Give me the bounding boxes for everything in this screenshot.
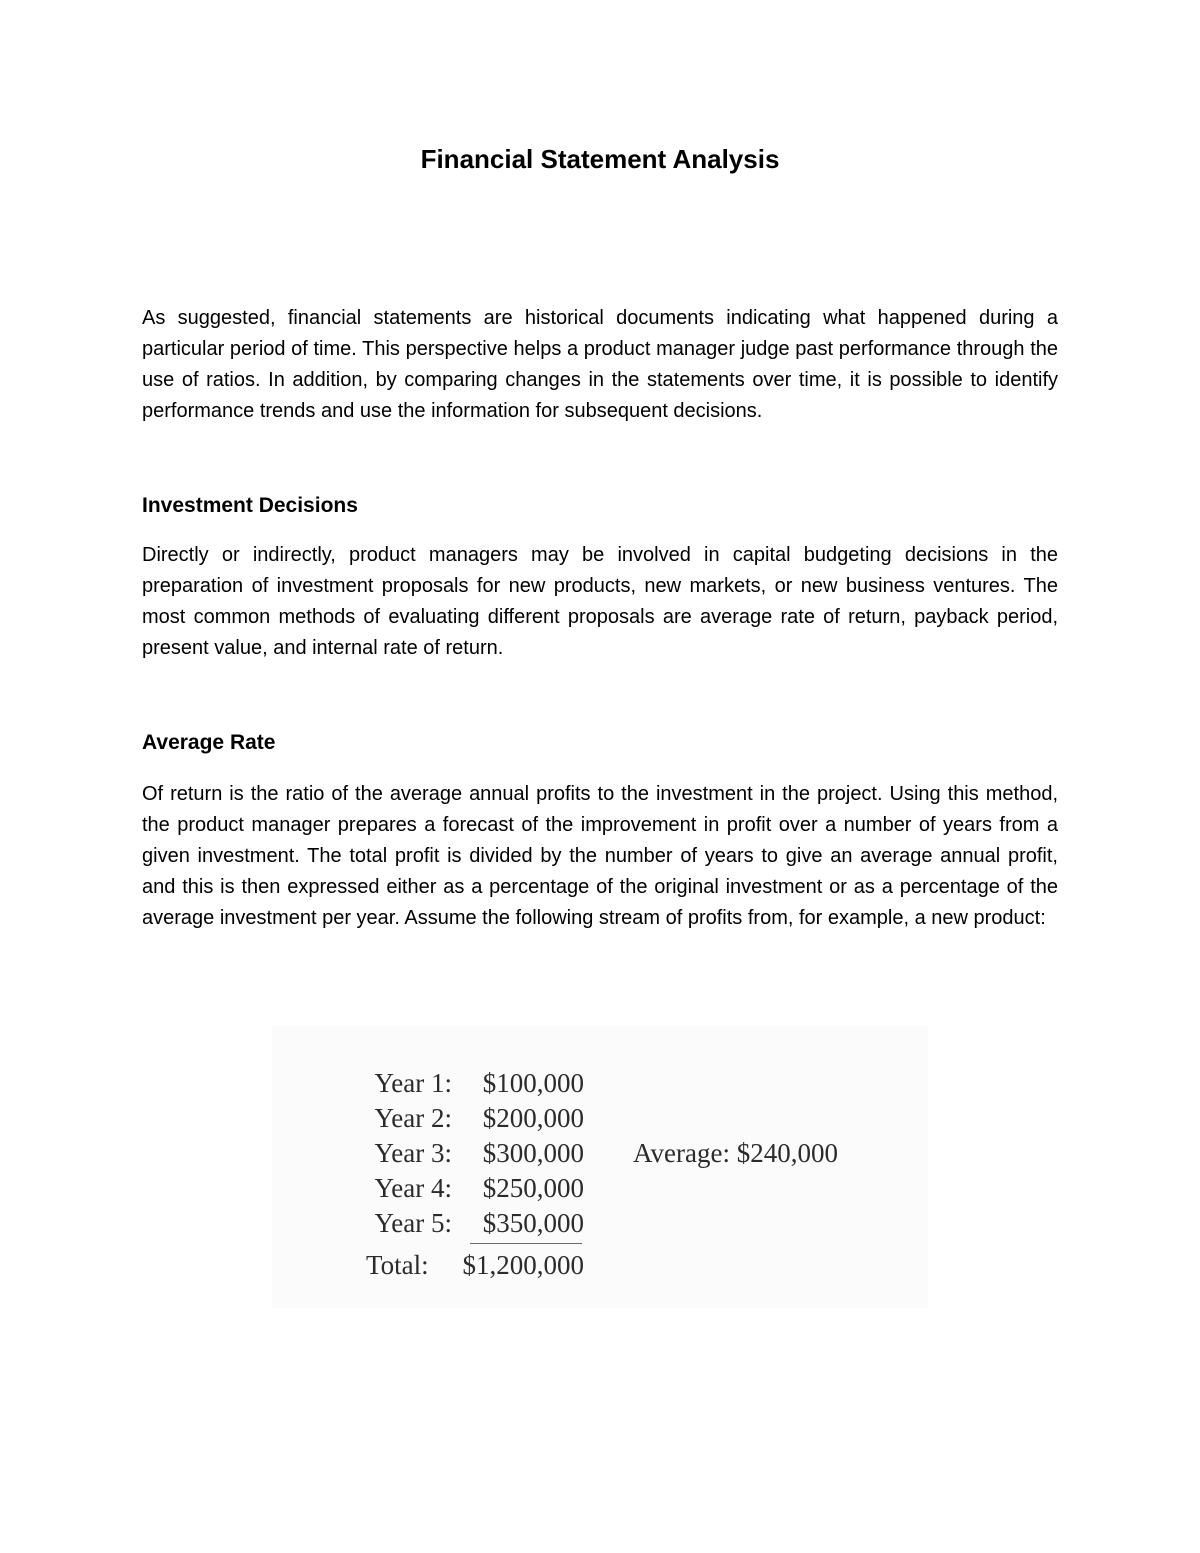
sum-underline bbox=[470, 1243, 582, 1244]
document-title: Financial Statement Analysis bbox=[420, 144, 780, 174]
section-heading-investment-decisions: Investment Decisions bbox=[142, 494, 358, 517]
profit-row-year-1 bbox=[272, 1068, 584, 1102]
year-value: $100,000 bbox=[482, 1068, 584, 1098]
profit-total-row bbox=[272, 1250, 584, 1286]
year-label: Year 1: bbox=[374, 1068, 452, 1098]
year-value: $250,000 bbox=[482, 1173, 584, 1203]
total-value: $1,200,000 bbox=[462, 1250, 584, 1280]
year-label: Year 4: bbox=[374, 1173, 452, 1203]
section-body-investment-decisions: Directly or indirectly, product managers may be involved in capital budgeting decisions in the preparation of investment proposals for new products, new markets, or new business ventures. The most common methods of evaluating different proposals are average rate of return, payback period, present value, and internal rate of return. bbox=[142, 544, 1058, 659]
year-value: $200,000 bbox=[482, 1103, 584, 1133]
profit-row-year-2 bbox=[272, 1103, 584, 1137]
profit-row-year-4 bbox=[272, 1173, 584, 1207]
total-label: Total: bbox=[366, 1250, 429, 1280]
year-value: $350,000 bbox=[482, 1208, 584, 1238]
average-profit: Average: $240,000 bbox=[633, 1138, 838, 1168]
intro-paragraph: As suggested, financial statements are historical documents indicating what happened during a particular period of time. This perspective helps a product manager judge past performance through the use of ratios. In addition, by comparing changes in the statements over time, it is possible to identify performance trends and use the information for subsequent decisions. bbox=[142, 307, 1058, 422]
section-heading-average-rate: Average Rate bbox=[142, 731, 276, 754]
year-label: Year 3: bbox=[374, 1138, 452, 1168]
profit-row-year-3 bbox=[272, 1138, 584, 1172]
year-label: Year 2: bbox=[374, 1103, 452, 1133]
year-label: Year 5: bbox=[374, 1208, 452, 1238]
profit-stream-figure bbox=[272, 1026, 928, 1308]
profit-row-year-5 bbox=[272, 1208, 584, 1242]
year-value: $300,000 bbox=[482, 1138, 584, 1168]
section-body-average-rate: Of return is the ratio of the average annual profits to the investment in the project. Using this method, the product manager prepares a forecast of the improvement in profit over a number of years from a given investment. The total profit is divided by the number of years to give an average annual profit, and this is then expressed either as a percentage of the original investment or as a percentage of the average investment per year. Assume the following stream of profits from, for example, a new product: bbox=[142, 783, 1058, 929]
